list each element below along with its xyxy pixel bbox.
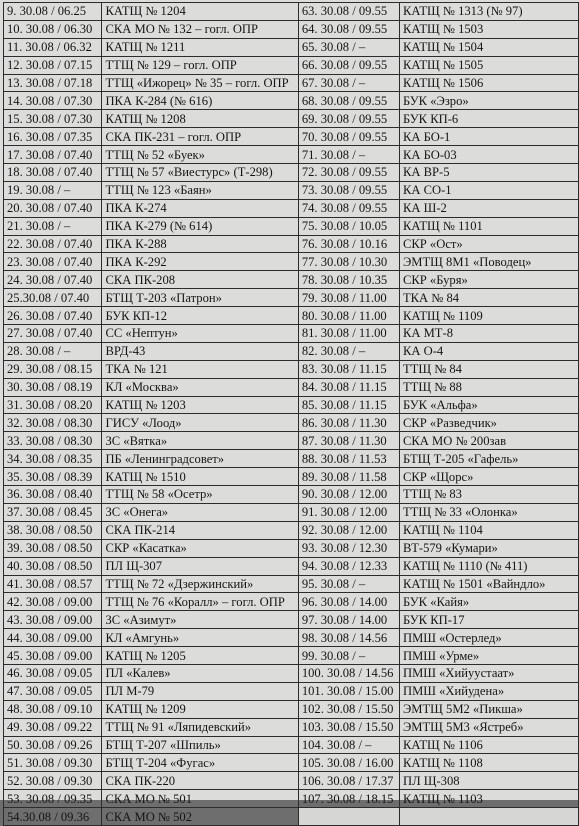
right-ship-cell: КАТЩ № 1101 [399, 217, 578, 235]
table-row [4, 664, 579, 682]
right-ship-cell: КАТЩ № 1506 [399, 74, 578, 92]
left-time-cell: 11. 30.08 / 06.32 [4, 38, 102, 56]
right-ship-cell: ТТЩ № 83 [399, 486, 578, 504]
table-row [4, 575, 579, 593]
right-time-cell: 88. 30.08 / 11.53 [298, 450, 399, 468]
left-ship-cell: ПБ «Ленинградсовет» [102, 450, 298, 468]
right-time-cell: 105. 30.08 / 16.00 [298, 754, 399, 772]
table-row [4, 647, 579, 665]
table-row [4, 289, 579, 307]
table-row [4, 110, 579, 128]
left-ship-cell: СКА ПК-214 [102, 521, 298, 539]
right-time-cell: 86. 30.08 / 11.30 [298, 414, 399, 432]
left-ship-cell: СС «Нептун» [102, 325, 298, 343]
right-time-cell: 90. 30.08 / 12.00 [298, 486, 399, 504]
right-time-cell: 71. 30.08 / – [298, 146, 399, 164]
right-ship-cell: КА ВР-5 [399, 164, 578, 182]
left-time-cell: 51. 30.08 / 09.30 [4, 754, 102, 772]
left-ship-cell: ПКА К-288 [102, 235, 298, 253]
right-ship-cell: ТКА № 84 [399, 289, 578, 307]
left-ship-cell: КАТЩ № 1208 [102, 110, 298, 128]
right-ship-cell: КАТЩ № 1103 [399, 790, 578, 808]
left-ship-cell: ПЛ М-79 [102, 682, 298, 700]
left-time-cell: 37. 30.08 / 08.45 [4, 503, 102, 521]
right-time-cell: 81. 30.08 / 11.00 [298, 325, 399, 343]
left-time-cell: 15. 30.08 / 07.30 [4, 110, 102, 128]
left-ship-cell: ТТЩ № 58 «Осетр» [102, 486, 298, 504]
right-time-cell: 96. 30.08 / 14.00 [298, 593, 399, 611]
table-row [4, 3, 579, 21]
right-ship-cell: БТЩ Т-205 «Гафель» [399, 450, 578, 468]
left-ship-cell: ПЛ «Калев» [102, 664, 298, 682]
left-ship-cell: ВРД-43 [102, 342, 298, 360]
left-time-cell: 48. 30.08 / 09.10 [4, 700, 102, 718]
left-time-cell: 35. 30.08 / 08.39 [4, 468, 102, 486]
left-time-cell: 17. 30.08 / 07.40 [4, 146, 102, 164]
right-ship-cell: КА БО-03 [399, 146, 578, 164]
left-ship-cell: ТТЩ № 123 «Баян» [102, 181, 298, 199]
right-time-cell: 75. 30.08 / 10.05 [298, 217, 399, 235]
left-time-cell: 19. 30.08 / – [4, 181, 102, 199]
left-ship-cell: ТТЩ № 76 «Коралл» – гогл. ОПР [102, 593, 298, 611]
right-time-cell: 73. 30.08 / 09.55 [298, 181, 399, 199]
right-ship-cell: ЭМТЩ 5М2 «Пикша» [399, 700, 578, 718]
left-time-cell: 45. 30.08 / 09.00 [4, 647, 102, 665]
left-ship-cell: КАТЩ № 1211 [102, 38, 298, 56]
table-row [4, 629, 579, 647]
left-ship-cell: БУК КП-12 [102, 307, 298, 325]
table-row [4, 378, 579, 396]
left-ship-cell: БТЩ Т-204 «Фугас» [102, 754, 298, 772]
right-ship-cell: БУК КП-6 [399, 110, 578, 128]
left-time-cell: 9. 30.08 / 06.25 [4, 3, 102, 21]
right-ship-cell: ЭМТЩ 8М1 «Поводец» [399, 253, 578, 271]
left-ship-cell: КАТЩ № 1209 [102, 700, 298, 718]
right-ship-cell: КА О-4 [399, 342, 578, 360]
left-ship-cell: ТТЩ № 57 «Виестурс» (Т-298) [102, 164, 298, 182]
right-time-cell: 91. 30.08 / 12.00 [298, 503, 399, 521]
right-ship-cell: КАТЩ № 1104 [399, 521, 578, 539]
right-ship-cell: КАТЩ № 1505 [399, 56, 578, 74]
right-ship-cell: ПМШ «Хийуустаат» [399, 664, 578, 682]
right-time-cell: 98. 30.08 / 14.56 [298, 629, 399, 647]
left-ship-cell: КАТЩ № 1203 [102, 396, 298, 414]
left-ship-cell: ПКА К-274 [102, 199, 298, 217]
left-ship-cell: ПКА К-284 (№ 616) [102, 92, 298, 110]
right-time-cell: 84. 30.08 / 11.15 [298, 378, 399, 396]
right-time-cell: 95. 30.08 / – [298, 575, 399, 593]
table-row [4, 521, 579, 539]
right-time-cell: 66. 30.08 / 09.55 [298, 56, 399, 74]
table-row [4, 253, 579, 271]
right-time-cell: 100. 30.08 / 14.56 [298, 664, 399, 682]
right-time-cell: 93. 30.08 / 12.30 [298, 539, 399, 557]
right-ship-cell: ТТЩ № 84 [399, 360, 578, 378]
left-ship-cell: БТЩ Т-207 «Шпиль» [102, 736, 298, 754]
left-time-cell: 28. 30.08 / – [4, 342, 102, 360]
right-time-cell: 101. 30.08 / 15.00 [298, 682, 399, 700]
left-ship-cell: СКА ПК-220 [102, 772, 298, 790]
right-ship-cell: КАТЩ № 1109 [399, 307, 578, 325]
right-ship-cell: ЭМТЩ 5М3 «Ястреб» [399, 718, 578, 736]
table-row [4, 271, 579, 289]
table-row [4, 503, 579, 521]
left-ship-cell: КАТЩ № 1510 [102, 468, 298, 486]
left-ship-cell: СКР «Касатка» [102, 539, 298, 557]
right-time-cell: 80. 30.08 / 11.00 [298, 307, 399, 325]
right-ship-cell: БУК «Альфа» [399, 396, 578, 414]
right-ship-cell: КАТЩ № 1106 [399, 736, 578, 754]
left-ship-cell: ТТЩ № 129 – гогл. ОПР [102, 56, 298, 74]
left-time-cell: 13. 30.08 / 07.18 [4, 74, 102, 92]
table-row [4, 700, 579, 718]
right-time-cell: 102. 30.08 / 15.50 [298, 700, 399, 718]
table-row [4, 682, 579, 700]
right-ship-cell: КА СО-1 [399, 181, 578, 199]
table-row [4, 164, 579, 182]
left-ship-cell: ТКА № 121 [102, 360, 298, 378]
table-row [4, 360, 579, 378]
left-ship-cell: ТТЩ № 72 «Дзержинский» [102, 575, 298, 593]
left-time-cell: 36. 30.08 / 08.40 [4, 486, 102, 504]
right-ship-cell: КАТЩ № 1501 «Вайндло» [399, 575, 578, 593]
table-row [4, 539, 579, 557]
table-row [4, 772, 579, 790]
left-ship-cell: СКА МО № 132 – гогл. ОПР [102, 20, 298, 38]
left-ship-cell: КАТЩ № 1205 [102, 647, 298, 665]
right-ship-cell: КАТЩ № 1108 [399, 754, 578, 772]
table-row [4, 181, 579, 199]
left-time-cell: 23. 30.08 / 07.40 [4, 253, 102, 271]
table-body [4, 3, 579, 826]
left-time-cell: 53. 30.08 / 09.35 [4, 790, 102, 808]
left-time-cell: 14. 30.08 / 07.30 [4, 92, 102, 110]
left-time-cell: 32. 30.08 / 08.30 [4, 414, 102, 432]
right-time-cell: 85. 30.08 / 11.15 [298, 396, 399, 414]
right-time-cell [298, 808, 399, 826]
right-time-cell: 92. 30.08 / 12.00 [298, 521, 399, 539]
right-ship-cell: КАТЩ № 1313 (№ 97) [399, 3, 578, 21]
table-row [4, 20, 579, 38]
right-time-cell: 89. 30.08 / 11.58 [298, 468, 399, 486]
right-ship-cell: ВТ-579 «Кумари» [399, 539, 578, 557]
table-row [4, 450, 579, 468]
left-ship-cell: ЗС «Онега» [102, 503, 298, 521]
right-time-cell: 83. 30.08 / 11.15 [298, 360, 399, 378]
left-ship-cell: ЗС «Вятка» [102, 432, 298, 450]
left-time-cell: 38. 30.08 / 08.50 [4, 521, 102, 539]
right-time-cell: 103. 30.08 / 15.50 [298, 718, 399, 736]
right-ship-cell: СКР «Буря» [399, 271, 578, 289]
right-ship-cell: КА МТ-8 [399, 325, 578, 343]
right-ship-cell: БУК «Эзро» [399, 92, 578, 110]
left-time-cell: 27. 30.08 / 07.40 [4, 325, 102, 343]
table-row [4, 790, 579, 808]
left-time-cell: 54.30.08 / 09.36 [4, 808, 102, 826]
right-ship-cell: СКР «Щорс» [399, 468, 578, 486]
table-row [4, 432, 579, 450]
left-time-cell: 52. 30.08 / 09.30 [4, 772, 102, 790]
right-ship-cell: КА БО-1 [399, 128, 578, 146]
right-time-cell: 63. 30.08 / 09.55 [298, 3, 399, 21]
right-ship-cell: СКР «Разведчик» [399, 414, 578, 432]
right-ship-cell [399, 808, 578, 826]
left-time-cell: 16. 30.08 / 07.35 [4, 128, 102, 146]
left-ship-cell: ТТЩ № 91 «Ляпидевский» [102, 718, 298, 736]
right-time-cell: 104. 30.08 / – [298, 736, 399, 754]
left-ship-cell: КАТЩ № 1204 [102, 3, 298, 21]
table-row [4, 593, 579, 611]
right-time-cell: 94. 30.08 / 12.33 [298, 557, 399, 575]
right-time-cell: 67. 30.08 / – [298, 74, 399, 92]
left-ship-cell: КЛ «Амгунь» [102, 629, 298, 647]
left-time-cell: 47. 30.08 / 09.05 [4, 682, 102, 700]
left-ship-cell: ГИСУ «Лоод» [102, 414, 298, 432]
left-time-cell: 18. 30.08 / 07.40 [4, 164, 102, 182]
right-time-cell: 65. 30.08 / – [298, 38, 399, 56]
left-ship-cell: ТТЩ № 52 «Буек» [102, 146, 298, 164]
table-row [4, 56, 579, 74]
left-ship-cell: КЛ «Москва» [102, 378, 298, 396]
right-time-cell: 76. 30.08 / 10.16 [298, 235, 399, 253]
table-row [4, 217, 579, 235]
left-time-cell: 46. 30.08 / 09.05 [4, 664, 102, 682]
right-time-cell: 106. 30.08 / 17.37 [298, 772, 399, 790]
table-row [4, 808, 579, 826]
left-time-cell: 22. 30.08 / 07.40 [4, 235, 102, 253]
table-row [4, 74, 579, 92]
left-ship-cell: СКА МО № 502 [102, 808, 298, 826]
right-time-cell: 99. 30.08 / – [298, 647, 399, 665]
right-time-cell: 77. 30.08 / 10.30 [298, 253, 399, 271]
table-row [4, 396, 579, 414]
table-row [4, 736, 579, 754]
left-ship-cell: СКА МО № 501 [102, 790, 298, 808]
table-row [4, 92, 579, 110]
table-row [4, 128, 579, 146]
right-ship-cell: КА Ш-2 [399, 199, 578, 217]
left-ship-cell: ПЛ Щ-307 [102, 557, 298, 575]
left-time-cell: 29. 30.08 / 08.15 [4, 360, 102, 378]
table-row [4, 468, 579, 486]
right-time-cell: 82. 30.08 / – [298, 342, 399, 360]
table-row [4, 199, 579, 217]
left-time-cell: 31. 30.08 / 08.20 [4, 396, 102, 414]
right-ship-cell: ПМШ «Хийудена» [399, 682, 578, 700]
right-time-cell: 74. 30.08 / 09.55 [298, 199, 399, 217]
left-time-cell: 20. 30.08 / 07.40 [4, 199, 102, 217]
left-ship-cell: БТЩ Т-203 «Патрон» [102, 289, 298, 307]
right-ship-cell: БУК КП-17 [399, 611, 578, 629]
left-time-cell: 12. 30.08 / 07.15 [4, 56, 102, 74]
right-ship-cell: СКР «Ост» [399, 235, 578, 253]
table-row [4, 754, 579, 772]
left-time-cell: 49. 30.08 / 09.22 [4, 718, 102, 736]
left-time-cell: 42. 30.08 / 09.00 [4, 593, 102, 611]
left-time-cell: 43. 30.08 / 09.00 [4, 611, 102, 629]
table-row [4, 38, 579, 56]
left-ship-cell: СКА ПК-231 – гогл. ОПР [102, 128, 298, 146]
left-ship-cell: ПКА К-292 [102, 253, 298, 271]
left-time-cell: 33. 30.08 / 08.30 [4, 432, 102, 450]
table-row [4, 325, 579, 343]
table-row [4, 307, 579, 325]
ship-departure-table [3, 2, 579, 826]
left-ship-cell: ПКА К-279 (№ 614) [102, 217, 298, 235]
right-time-cell: 68. 30.08 / 09.55 [298, 92, 399, 110]
right-ship-cell: СКА МО № 200зав [399, 432, 578, 450]
table-row [4, 342, 579, 360]
left-time-cell: 40. 30.08 / 08.50 [4, 557, 102, 575]
left-ship-cell: СКА ПК-208 [102, 271, 298, 289]
left-time-cell: 10. 30.08 / 06.30 [4, 20, 102, 38]
left-time-cell: 25.30.08 / 07.40 [4, 289, 102, 307]
right-ship-cell: ПЛ Щ-308 [399, 772, 578, 790]
right-time-cell: 70. 30.08 / 09.55 [298, 128, 399, 146]
left-time-cell: 34. 30.08 / 08.35 [4, 450, 102, 468]
left-time-cell: 41. 30.08 / 08.57 [4, 575, 102, 593]
left-time-cell: 50. 30.08 / 09.26 [4, 736, 102, 754]
table-row [4, 235, 579, 253]
left-ship-cell: ТТЩ «Ижорец» № 35 – гогл. ОПР [102, 74, 298, 92]
right-ship-cell: ТТЩ № 33 «Олонка» [399, 503, 578, 521]
right-ship-cell: БУК «Кайя» [399, 593, 578, 611]
left-ship-cell: ЗС «Азимут» [102, 611, 298, 629]
left-time-cell: 24. 30.08 / 07.40 [4, 271, 102, 289]
right-time-cell: 97. 30.08 / 14.00 [298, 611, 399, 629]
right-ship-cell: КАТЩ № 1504 [399, 38, 578, 56]
left-time-cell: 44. 30.08 / 09.00 [4, 629, 102, 647]
right-time-cell: 78. 30.08 / 10.35 [298, 271, 399, 289]
table-row [4, 557, 579, 575]
right-ship-cell: ТТЩ № 88 [399, 378, 578, 396]
right-time-cell: 64. 30.08 / 09.55 [298, 20, 399, 38]
right-time-cell: 87. 30.08 / 11.30 [298, 432, 399, 450]
right-time-cell: 79. 30.08 / 11.00 [298, 289, 399, 307]
right-time-cell: 69. 30.08 / 09.55 [298, 110, 399, 128]
table-row [4, 414, 579, 432]
left-time-cell: 30. 30.08 / 08.19 [4, 378, 102, 396]
table-row [4, 486, 579, 504]
table-row [4, 611, 579, 629]
right-ship-cell: КАТЩ № 1110 (№ 411) [399, 557, 578, 575]
left-time-cell: 39. 30.08 / 08.50 [4, 539, 102, 557]
table-row [4, 718, 579, 736]
table-row [4, 146, 579, 164]
right-time-cell: 72. 30.08 / 09.55 [298, 164, 399, 182]
right-ship-cell: ПМШ «Остерлед» [399, 629, 578, 647]
right-ship-cell: КАТЩ № 1503 [399, 20, 578, 38]
right-time-cell: 107. 30.08 / 18.15 [298, 790, 399, 808]
left-time-cell: 21. 30.08 / – [4, 217, 102, 235]
right-ship-cell: ПМШ «Урме» [399, 647, 578, 665]
left-time-cell: 26. 30.08 / 07.40 [4, 307, 102, 325]
